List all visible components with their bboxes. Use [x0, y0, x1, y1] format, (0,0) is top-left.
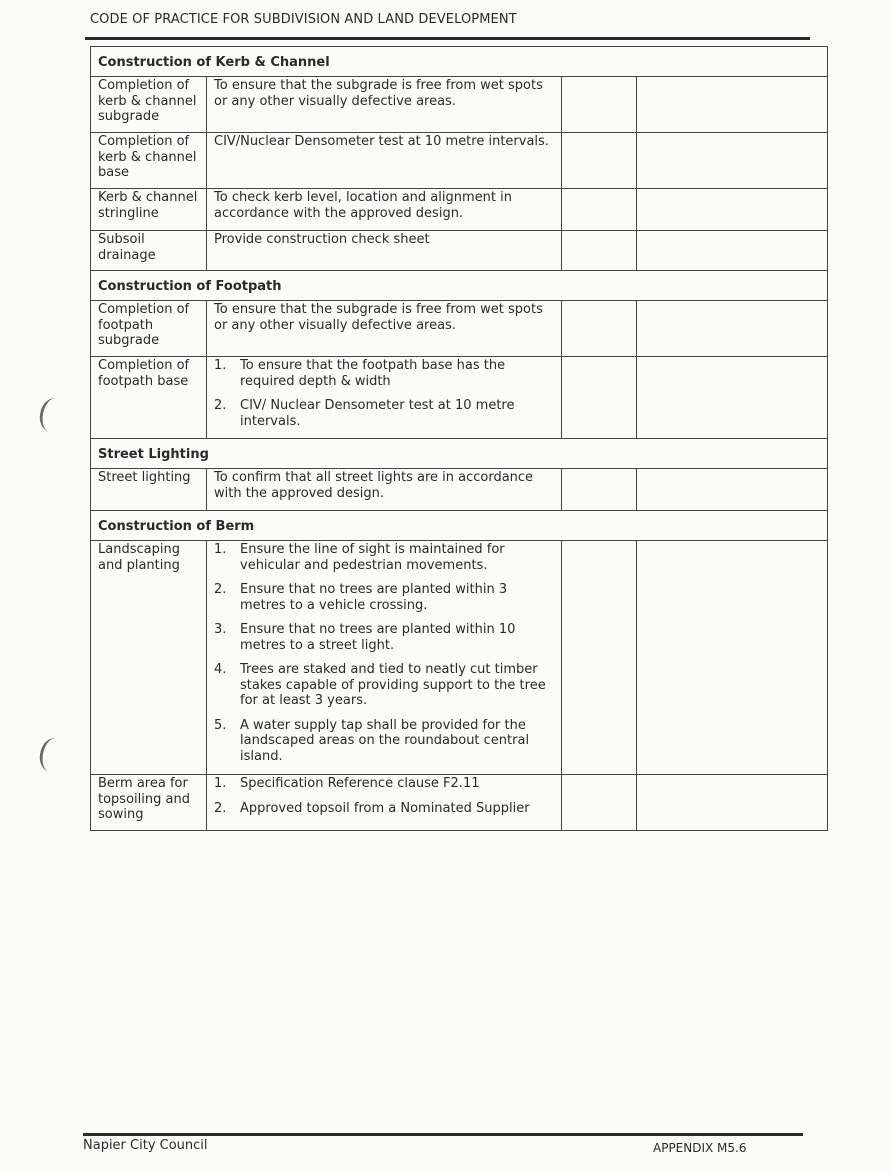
list-item: 1. Ensure the line of sight is maintained for vehicular and pedestrian movements.: [214, 542, 505, 573]
list-item: 4. Trees are staked and tied to neatly cut timber stakes capable of providing support to the tree for at least 3 years.: [214, 662, 546, 708]
section-heading-street-lighting: Street Lighting: [91, 439, 828, 469]
check-cell[interactable]: [562, 231, 637, 271]
description-cell: To check kerb level, location and alignment in accordance with the approved design.: [207, 189, 562, 231]
table-row: [91, 189, 828, 231]
table-row: [91, 541, 828, 775]
item-cell: Completion of footpath base: [91, 357, 207, 439]
item-cell: Completion of kerb & channel subgrade: [91, 77, 207, 133]
description-cell: To ensure that the subgrade is free from wet spots or any other visually defective areas.: [207, 77, 562, 133]
punch-hole-mark: [37, 736, 69, 774]
list-item: 2. Approved topsoil from a Nominated Supplier: [214, 800, 530, 816]
item-cell: Subsoil drainage: [91, 231, 207, 271]
signoff-cell[interactable]: [637, 469, 828, 511]
check-cell[interactable]: [562, 189, 637, 231]
table-row: [91, 357, 828, 439]
footer-council-name: Napier City Council: [83, 1138, 208, 1153]
list-item: 3. Ensure that no trees are planted within 10 metres to a street light.: [214, 622, 516, 653]
punch-hole-mark: [37, 396, 69, 434]
item-cell: Berm area for topsoiling and sowing: [91, 775, 207, 831]
table-row: [91, 469, 828, 511]
description-cell: [207, 775, 562, 831]
list-item: 5. A water supply tap shall be provided for the landscaped areas on the roundabout central island.: [214, 717, 530, 764]
signoff-cell[interactable]: [637, 133, 828, 189]
list-item: 2. CIV/ Nuclear Densometer test at 10 metre intervals.: [214, 398, 515, 429]
description-cell: [207, 357, 562, 439]
check-cell[interactable]: [562, 357, 637, 439]
table-row: [91, 231, 828, 271]
check-cell[interactable]: [562, 541, 637, 775]
table-row: [91, 77, 828, 133]
section-heading-footpath: Construction of Footpath: [91, 271, 828, 301]
page-header: CODE OF PRACTICE FOR SUBDIVISION AND LAND DEVELOPMENT: [90, 12, 517, 27]
section-heading-berm: Construction of Berm: [91, 511, 828, 541]
header-rule: [85, 37, 810, 40]
item-cell: Completion of footpath subgrade: [91, 301, 207, 357]
step-list: [214, 358, 555, 429]
footer-appendix-label: APPENDIX M5.6: [653, 1141, 747, 1155]
signoff-cell[interactable]: [637, 77, 828, 133]
list-item: 2. Ensure that no trees are planted within 3 metres to a vehicle crossing.: [214, 582, 508, 613]
signoff-cell[interactable]: [637, 357, 828, 439]
section-heading-kerb-channel: Construction of Kerb & Channel: [91, 47, 828, 77]
signoff-cell[interactable]: [637, 189, 828, 231]
item-cell: Completion of kerb & channel base: [91, 133, 207, 189]
footer-rule: [83, 1133, 803, 1136]
item-cell: Street lighting: [91, 469, 207, 511]
check-cell[interactable]: [562, 775, 637, 831]
check-cell[interactable]: [562, 469, 637, 511]
step-list: [214, 776, 555, 816]
signoff-cell[interactable]: [637, 775, 828, 831]
item-cell: Landscaping and planting: [91, 541, 207, 775]
signoff-cell[interactable]: [637, 231, 828, 271]
description-cell: [207, 541, 562, 775]
description-cell: CIV/Nuclear Densometer test at 10 metre intervals.: [207, 133, 562, 189]
table-row: [91, 775, 828, 831]
inspection-checklist-table: [90, 46, 828, 831]
signoff-cell[interactable]: [637, 541, 828, 775]
check-cell[interactable]: [562, 133, 637, 189]
table-row: [91, 133, 828, 189]
description-cell: Provide construction check sheet: [207, 231, 562, 271]
list-item: 1. Specification Reference clause F2.11: [214, 776, 480, 791]
signoff-cell[interactable]: [637, 301, 828, 357]
table-row: [91, 301, 828, 357]
item-cell: Kerb & channel stringline: [91, 189, 207, 231]
step-list: [214, 542, 555, 764]
check-cell[interactable]: [562, 301, 637, 357]
list-item: 1. To ensure that the footpath base has the required depth & width: [214, 358, 506, 389]
description-cell: To confirm that all street lights are in accordance with the approved design.: [207, 469, 562, 511]
description-cell: To ensure that the subgrade is free from wet spots or any other visually defective areas.: [207, 301, 562, 357]
check-cell[interactable]: [562, 77, 637, 133]
